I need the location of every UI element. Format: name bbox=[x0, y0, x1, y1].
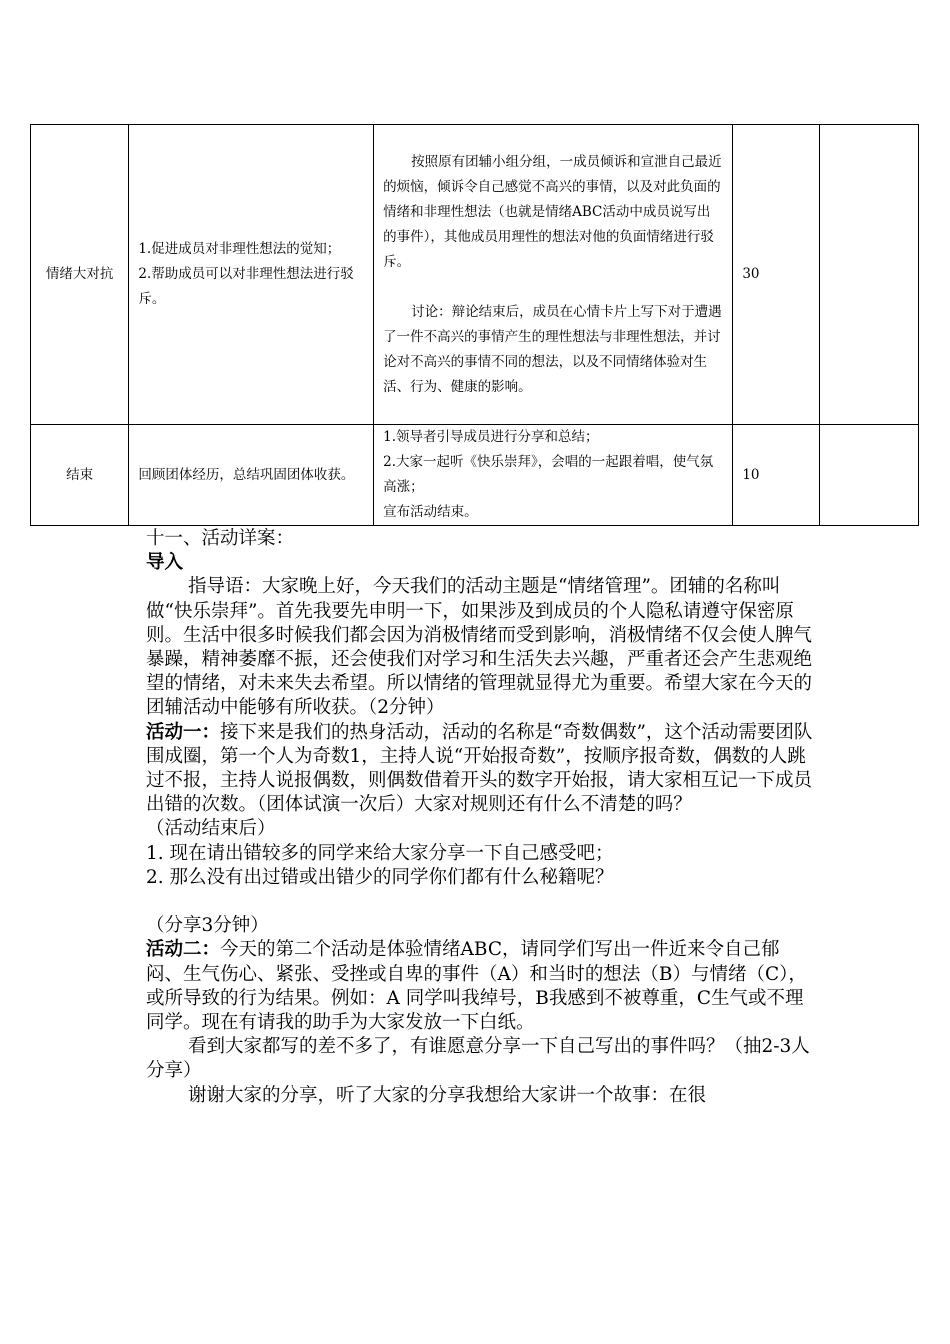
story-paragraph: 谢谢大家的分享，听了大家的分享我想给大家讲一个故事：在很 bbox=[188, 1084, 707, 1106]
activity1-label: 活动一： bbox=[146, 721, 221, 743]
share-time-note: （分享3分钟） bbox=[146, 915, 269, 937]
activity-detail bbox=[146, 527, 816, 1108]
activity-name-cell bbox=[31, 125, 129, 425]
activity-note-cell bbox=[819, 425, 918, 526]
activity-time: 30 bbox=[742, 266, 760, 282]
activity-goals-cell bbox=[129, 125, 374, 425]
activity-name: 结束 bbox=[66, 466, 94, 483]
goal-item: 回顾团体经历，总结巩固团体收获。 bbox=[138, 466, 355, 483]
intro-heading: 导入 bbox=[146, 552, 184, 574]
activity-content-cell bbox=[374, 425, 733, 526]
activity-goals-cell bbox=[129, 425, 374, 526]
activity-name: 情绪大对抗 bbox=[45, 266, 114, 282]
after-activity-note: （活动结束后） bbox=[146, 818, 276, 840]
share-paragraph: 看到大家都写的差不多了，有谁愿意分享一下自己写出的事件吗？（抽2-3人分享） bbox=[146, 1036, 810, 1082]
activity2-label: 活动二： bbox=[146, 939, 221, 961]
question-item: 1. 现在请出错较多的同学来给大家分享一下自己感受吧； bbox=[146, 842, 614, 864]
activity2-paragraph bbox=[146, 938, 816, 1035]
question-item: 2. 那么没有出过错或出错少的同学你们都有什么秘籍呢？ bbox=[146, 866, 614, 888]
activity-name-cell bbox=[31, 425, 129, 526]
goal-item: 2.帮助成员可以对非理性想法进行驳斥。 bbox=[138, 266, 354, 307]
activity2-text: 今天的第二个活动是体验情绪ABC，请同学们写出一件近来令自己郁闷、生气伤心、紧张、受挫或自卑的事件（A）和当时的想法（B）与情绪（C），或所导致的行为结果。例如：A 同学叫我绰号，B我感到不被尊重，C生气或不理同学。现在有请我的助手为大家发放一下白纸。 bbox=[146, 939, 807, 1034]
activity-plan-table bbox=[30, 124, 919, 526]
activity-time-cell bbox=[733, 425, 819, 526]
activity1-paragraph bbox=[146, 721, 816, 818]
activity1-text: 接下来是我们的热身活动，活动的名称是“奇数偶数”，这个活动需要团队围成圈，第一个人为奇数1，主持人说“开始报奇数”，按顺序报奇数，偶数的人跳过不报，主持人说报偶数，则偶数借着开头的数字开始报，请大家相互记一下成员出错的次数。（团体试演一次后）大家对规则还有什么不清楚的吗？ bbox=[146, 721, 813, 816]
activity-content-cell bbox=[374, 125, 733, 425]
content-paragraph: 讨论：辩论结束后，成员在心情卡片上写下对于遭遇了一件不高兴的事情产生的理性想法与非理性想法，并讨论对不高兴的事情不同的想法，以及不同情绪体验对生活、行为、健康的影响。 bbox=[383, 303, 722, 395]
content-paragraph: 宣布活动结束。 bbox=[383, 504, 478, 520]
table-row bbox=[31, 425, 919, 526]
goal-item: 1.促进成员对非理性想法的觉知； bbox=[138, 241, 341, 257]
activity-time: 10 bbox=[742, 466, 760, 483]
intro-paragraph: 指导语：大家晚上好，今天我们的活动主题是“情绪管理”。团辅的名称叫做“快乐崇拜”。首先我要先申明一下，如果涉及到成员的个人隐私请遵守保密原则。生活中很多时候我们都会因为消极情绪而受到影响，消极情绪不仅会使人脾气暴躁，精神萎靡不振，还会使我们对学习和生活失去兴趣，严重者还会产生悲观绝望的情绪，对未来失去希望。所以情绪的管理就显得尤为重要。希望大家在今天的团辅活动中能够有所收获。（2分钟） bbox=[146, 576, 813, 719]
table-row bbox=[31, 125, 919, 425]
activity-note-cell bbox=[819, 125, 918, 425]
content-paragraph: 按照原有团辅小组分组，一成员倾诉和宣泄自己最近的烦恼，倾诉令自己感觉不高兴的事情，以及对此负面的情绪和非理性想法（也就是情绪ABC活动中成员说写出的事件），其他成员用理性的想法对他的负面情绪进行驳斥。 bbox=[383, 153, 722, 270]
section-title: 十一、活动详案： bbox=[146, 528, 295, 549]
content-paragraph: 2.大家一起听《快乐崇拜》，会唱的一起跟着唱，使气氛高涨； bbox=[383, 454, 714, 495]
content-paragraph: 1.领导者引导成员进行分享和总结； bbox=[383, 429, 599, 445]
activity-time-cell bbox=[733, 125, 819, 425]
